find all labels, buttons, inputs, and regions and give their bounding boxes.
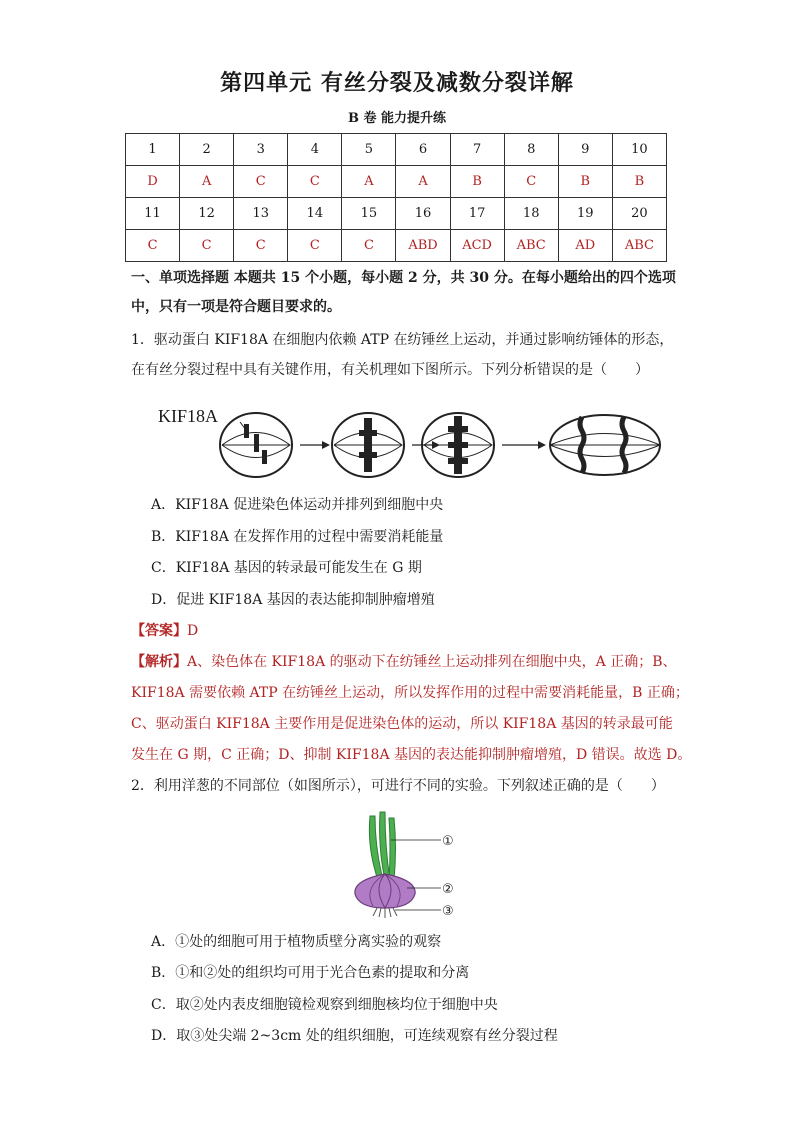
table-cell: C xyxy=(180,230,234,262)
table-cell: 15 xyxy=(342,198,396,230)
table-cell: C xyxy=(504,166,558,198)
answer-tag: 【答案】 xyxy=(131,623,187,639)
bulb xyxy=(355,874,415,908)
label-3: ③ xyxy=(442,904,454,919)
label-2: ② xyxy=(442,882,454,897)
table-cell: ABC xyxy=(612,230,666,262)
table-cell: 13 xyxy=(234,198,288,230)
table-cell: 11 xyxy=(126,198,180,230)
question-stem: 在有丝分裂过程中具有关键作用，有关机理如下图所示。下列分析错误的是（ ） xyxy=(131,362,649,378)
option-c: C．取②处内表皮细胞镜检观察到细胞核均位于细胞中央 xyxy=(151,997,498,1013)
option-b: B．KIF18A 在发挥作用的过程中需要消耗能量 xyxy=(151,529,444,545)
table-cell: 3 xyxy=(234,134,288,166)
question-stem: 2．利用洋葱的不同部位（如图所示），可进行不同的实验。下列叙述正确的是（ ） xyxy=(131,778,665,794)
analysis-line: 发生在 G 期，C 正确；D、抑制 KIF18A 基因的表达能抑制肿瘤增殖，D 错误。故选 D。 xyxy=(131,747,692,763)
table-cell: C xyxy=(234,166,288,198)
table-cell: B xyxy=(450,166,504,198)
table-cell: 12 xyxy=(180,198,234,230)
table-cell: 6 xyxy=(396,134,450,166)
arrow-head xyxy=(538,441,546,449)
table-cell: ABC xyxy=(504,230,558,262)
option-c: C．KIF18A 基因的转录最可能发生在 G 期 xyxy=(151,560,422,576)
table-cell: 16 xyxy=(396,198,450,230)
page-title: 第四单元 有丝分裂及减数分裂详解 xyxy=(220,70,574,96)
table-cell: 17 xyxy=(450,198,504,230)
table-cell: 8 xyxy=(504,134,558,166)
table-cell: 20 xyxy=(612,198,666,230)
cell-diagram xyxy=(422,413,494,477)
table-cell: C xyxy=(126,230,180,262)
table-cell: C xyxy=(342,230,396,262)
onion-figure xyxy=(345,808,475,920)
table-cell: 9 xyxy=(558,134,612,166)
table-cell: A xyxy=(180,166,234,198)
table-cell: 4 xyxy=(288,134,342,166)
answer-line xyxy=(131,621,198,641)
table-row-answers xyxy=(126,230,667,262)
table-cell: B xyxy=(558,166,612,198)
figure-label: KIF18A xyxy=(158,406,219,426)
arrow-head xyxy=(322,441,330,449)
table-cell: 19 xyxy=(558,198,612,230)
table-cell: 2 xyxy=(180,134,234,166)
table-cell: B xyxy=(612,166,666,198)
leaf xyxy=(389,818,396,880)
section-heading: 一、单项选择题 本题共 15 个小题，每小题 2 分，共 30 分。在每小题给出的四个选项 xyxy=(131,270,676,286)
analysis-line: C、驱动蛋白 KIF18A 主要作用是促进染色体的运动，所以 KIF18A 基因的转录最可能 xyxy=(131,716,673,732)
table-cell: D xyxy=(126,166,180,198)
cell-diagram xyxy=(220,413,292,477)
table-row-numbers xyxy=(126,134,667,166)
table-cell: C xyxy=(288,166,342,198)
option-d: D．取③处尖端 2~3cm 处的组织细胞，可连续观察有丝分裂过程 xyxy=(151,1028,558,1044)
section-heading: 中，只有一项是符合题目要求的。 xyxy=(131,299,341,315)
question-stem: 1．驱动蛋白 KIF18A 在细胞内依赖 ATP 在纺锤丝上运动，并通过影响纺锤体的形态， xyxy=(131,332,674,348)
cell-diagram xyxy=(550,415,660,475)
table-cell: 18 xyxy=(504,198,558,230)
table-cell: 7 xyxy=(450,134,504,166)
cell-diagram xyxy=(332,413,404,477)
option-a: A．KIF18A 促进染色体运动并排列到细胞中央 xyxy=(151,497,444,513)
table-row-numbers xyxy=(126,198,667,230)
answer-value: D xyxy=(187,623,199,639)
table-cell: 14 xyxy=(288,198,342,230)
table-cell: A xyxy=(396,166,450,198)
page-subtitle: B 卷 能力提升练 xyxy=(347,111,447,126)
analysis-line: KIF18A 需要依赖 ATP 在纺锤丝上运动，所以发挥作用的过程中需要消耗能量，B 正确； xyxy=(131,685,689,701)
table-cell: 5 xyxy=(342,134,396,166)
option-a: A．①处的细胞可用于植物质壁分离实验的观察 xyxy=(151,934,442,950)
analysis-line xyxy=(131,652,677,672)
table-cell: 10 xyxy=(612,134,666,166)
table-cell: AD xyxy=(558,230,612,262)
analysis-text: A、染色体在 KIF18A 的驱动下在纺锤丝上运动排列在细胞中央，A 正确；B、 xyxy=(187,654,677,670)
roots xyxy=(373,908,397,918)
table-cell: ABD xyxy=(396,230,450,262)
kif18a-figure xyxy=(150,400,670,485)
table-cell: ACD xyxy=(450,230,504,262)
table-cell: C xyxy=(234,230,288,262)
option-d: D．促进 KIF18A 基因的表达能抑制肿瘤增殖 xyxy=(151,592,435,608)
table-cell: C xyxy=(288,230,342,262)
option-b: B．①和②处的组织均可用于光合色素的提取和分离 xyxy=(151,965,470,981)
answer-table xyxy=(125,133,667,262)
table-cell: 1 xyxy=(126,134,180,166)
analysis-tag: 【解析】 xyxy=(131,654,187,670)
table-cell: A xyxy=(342,166,396,198)
label-1: ① xyxy=(442,834,454,849)
table-row-answers xyxy=(126,166,667,198)
